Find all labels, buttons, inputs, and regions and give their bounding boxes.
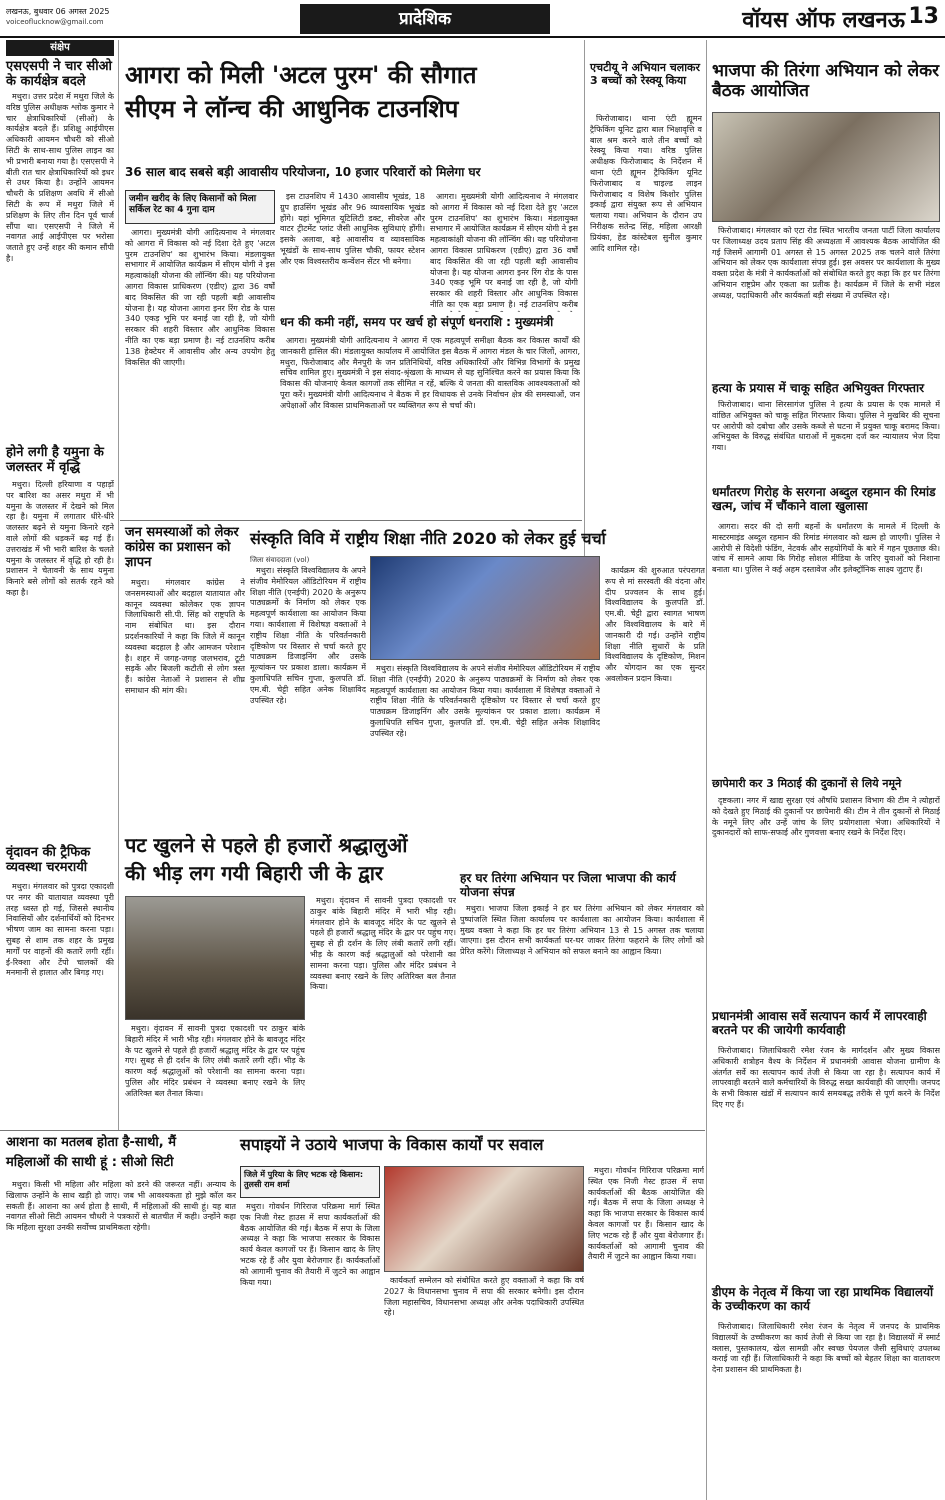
lead-subhead: 36 साल बाद सबसे बड़ी आवासीय परियोजना, 10 हजार परिवारों को मिलेगा घर (125, 165, 481, 179)
tiranga-headline: हर घर तिरंगा अभियान पर जिला भाजपा की कार्य योजना संपन्न (460, 871, 676, 899)
bjp-meeting-photo (712, 112, 940, 222)
sp-body-3: मथुरा। गोवर्धन गिरिराज परिक्रमा मार्ग स्थित एक निजी गेस्ट हाउस में सपा कार्यकर्ताओं की बैठक आयोजित की गई। बैठक में सपा के जिला अध्यक्ष ने कहा कि भाजपा सरकार के विकास कार्य केवल कागजों पर हैं। किसान खाद के लिए भटक रहे हैं और युवा बेरोजगार हैं। कार्यकर्ताओं को आगामी चुनाव की तैयारी में जुटने का आह्वान किया गया। (588, 1166, 704, 1262)
congress-headline: जन समस्याओं को लेकर कांग्रेस का प्रशासन को ज्ञापन (125, 525, 239, 570)
co-city-headline-2: महिलाओं की साथी हूं : सीओ सिटी (6, 1155, 174, 1170)
yamuna-body: मथुरा। दिल्ली हरियाणा व पहाड़ों पर बारिश का असर मथुरा में भी यमुना के जलस्तर में देखने को मिल रहा है। यमुना में लगातार धीरे-धीरे जलस्तर बढ़ने से यमुना किनारे रहने वाले लोगों की धड़कनें बढ़ गई हैं। उत्तराखंड में भी भारी बारिश के चलते यमुना के जलस्तर में वृद्धि हो रही है। प्रशासन ने चेतावनी के साथ यमुना किनारे बसे लोगों को सतर्क रहने को कहा है। (6, 480, 114, 597)
dateline: लखनऊ, बुधवार 06 अगस्त 2025 (6, 7, 110, 16)
conversion-body: आगरा। सदर की दो सगी बहनों के धर्मांतरण के मामले में दिल्ली के मास्टरमाइंड अब्दुल रहमान की रिमांड मंगलवार को खत्म हो जाएगी। पुलिस ने आरोपी से विदेशी फंडिंग, नेटवर्क और सहयोगियों के बारे में गहन पूछताछ की। जांच में सामने आया कि गिरोह सोशल मीडिया के जरिए युवाओं को निशाना बनाता था। पुलिस ने कई अहम दस्तावेज और इलेक्ट्रॉनिक साक्ष्य जुटाए हैं। (712, 522, 940, 575)
banke-photo (125, 896, 305, 1020)
lead-body: आगरा। मुख्यमंत्री योगी आदित्यनाथ ने मंगलवार को आगरा में विकास को नई दिशा देते हुए 'अटल पुरम टाउनशिप' का शुभारंभ किया। मंडलायुक्त सभागार में आयोजित कार्यक्रम में सीएम योगी ने इस महत्वाकांक्षी योजना की लॉन्चिंग की। यह परियोजना आगरा विकास प्राधिकरण (एडीए) द्वारा 36 वर्षों बाद विकसित की जा रही पहली बड़ी आवासीय योजना है। यह योजना आगरा इनर रिंग रोड के पास 340 एकड़ भूमि पर बनाई जा रही है, जो योगी सरकार की शहरी विस्तार और आधुनिक विकास नीति का एक बड़ा प्रमाण है। नई टाउनशिप करीब 138 हेक्टेयर में आवासीय और अन्य उपयोग हेतु विकसित की जाएगी। (125, 228, 275, 367)
sp-bullet: जिले में पुरिया के लिए भटक रहे किसान: तुलसी राम शर्मा (240, 1166, 380, 1198)
section-rule (0, 1130, 705, 1131)
brief-label: संक्षेप (6, 40, 114, 56)
col-divider (118, 40, 119, 1130)
yamuna-headline: होने लगी है यमुना के जलस्तर में वृद्धि (6, 445, 104, 475)
cm-body: आगरा। मुख्यमंत्री योगी आदित्यनाथ ने आगरा में एक महत्वपूर्ण समीक्षा बैठक कर विकास कार्यों की जानकारी हासिल की। मंडलायुक्त कार्यालय में आयोजित इस बैठक में आगरा मंडल के चार जिलों, आगरा, मथुरा, फिरोजाबाद और मैनपुरी के जन प्रतिनिधियों, वरिष्ठ अधिकारियों और विभिन्न विभागों के प्रमुख सचिव शामिल हुए। मुख्यमंत्री ने इस संवाद-श्रृंखला के माध्यम से यह सुनिश्चित करने का प्रयास किया कि विकास की योजनाएं केवल कागजों तक सीमित न रहें, बल्कि ये जनता की वास्तविक आवश्यकताओं को पूरा करें। मुख्यमंत्री योगी आदित्यनाथ ने बैठक में हर विधायक से उनके निर्वाचन क्षेत्र की समस्याओं, जन अपेक्षाओं और विकास प्राथमिकताओं पर व्यक्तिगत रूप से चर्चा की। (280, 336, 580, 410)
tiranga-body: मथुरा। भाजपा जिला इकाई ने हर घर तिरंगा अभियान को लेकर मंगलवार को पुष्पांजलि स्थित जिला कार्यालय पर कार्यशाला का आयोजन किया। कार्यशाला में मुख्य वक्ता ने कहा कि हर घर तिरंगा अभियान 13 से 15 अगस्त तक चलाया जाएगा। इस दौरान सभी कार्यकर्ता घर-घर जाकर तिरंगा फहराने के लिए लोगों को प्रेरित करेंगे। जिलाध्यक्ष ने अभियान को सफल बनाने का आह्वान किया। (460, 904, 704, 957)
banke-headline-2: की भीड़ लग गयी बिहारी जी के द्वार (125, 861, 384, 885)
traffic-headline: वृंदावन की ट्रैफिक व्यवस्था चरमरायी (6, 845, 91, 875)
lead-headline-2: सीएम ने लॉन्च की आधुनिक टाउनशिप (125, 95, 459, 123)
section-rule (120, 520, 582, 521)
nep-body-mid: मथुरा। संस्कृति विश्वविद्यालय के अपने संजीव मेमोरियल ऑडिटोरियम में राष्ट्रीय शिक्षा नीति (एनईपी) 2020 के अनुरूप पाठ्यक्रमों के निर्माण को लेकर एक महत्वपूर्ण कार्यशाला का आयोजन किया गया। कार्यशाला में विशेषज्ञ वक्ताओं ने राष्ट्रीय शिक्षा नीति के परिवर्तनकारी दृष्टिकोण पर विस्तार से चर्चा करते हुए पाठ्यक्रम डिजाइनिंग और उसके मूल्यांकन पर प्रकाश डाला। कार्यक्रम में कुलाधिपति सचिन गुप्ता, कुलपति डॉ. एम.बी. चेट्टी सहित अनेक शिक्षाविद उपस्थित रहे। (370, 664, 600, 738)
bjp-meeting-headline: भाजपा की तिरंगा अभियान को लेकर बैठक आयोजित (712, 61, 940, 101)
sp-body: मथुरा। गोवर्धन गिरिराज परिक्रमा मार्ग स्थित एक निजी गेस्ट हाउस में सपा कार्यकर्ताओं की बैठक आयोजित की गई। बैठक में सपा के जिला अध्यक्ष ने कहा कि भाजपा सरकार के विकास कार्य केवल कागजों पर हैं। किसान खाद के लिए भटक रहे हैं और युवा बेरोजगार हैं। कार्यकर्ताओं को आगामी चुनाव की तैयारी में जुटने का आह्वान किया गया। (240, 1202, 380, 1287)
nep-headline: संस्कृति विवि में राष्ट्रीय शिक्षा नीति 2020 को लेकर हुई चर्चा (250, 529, 606, 548)
col-divider (706, 40, 707, 1500)
conversion-headline: धर्मांतरण गिरोह के सरगना अब्दुल रहमान की रिमांड खत्म, जांच में चौंकाने वाला खुलासा (712, 485, 936, 513)
htu-body: फिरोजाबाद। थाना एंटी ह्यूमन ट्रैफिकिंग यूनिट द्वारा बाल भिक्षावृत्ति व बाल श्रम करने वाले तीन बच्चों को रेस्क्यू किया गया। वरिष्ठ पुलिस अधीक्षक फिरोजाबाद के निर्देशन में थाना एंटी ह्यूमन ट्रैफिकिंग यूनिट फिरोजाबाद व चाइल्ड लाइन फिरोजाबाद व विशेष किशोर पुलिस इकाई द्वारा संयुक्त रूप से अभियान चलाया गया। अभियान के दौरान उप निरीक्षक सतेन्द्र सिंह, महिला आरक्षी प्रियंका, हेड कांस्टेबल सुनील कुमार आदि शामिल रहे। (590, 114, 702, 253)
co-city-headline-1: आशना का मतलब होता है-साथी, मैं (6, 1135, 176, 1150)
sweets-body: दृष्टकला। नगर में खाद्य सुरक्षा एवं औषधि प्रशासन विभाग की टीम ने त्योहारों को देखते हुए मिठाई की दुकानों पर छापेमारी की। टीम ने तीन दुकानों से मिठाई के नमूने लिए और उन्हें जांच के लिए प्रयोगशाला भेजा। अधिकारियों ने दुकानदारों को साफ-सफाई और गुणवत्ता बनाए रखने के निर्देश दिए। (712, 796, 940, 838)
nep-body-2: कार्यक्रम की शुरुआत परंपरागत रूप से मां सरस्वती की वंदना और दीप प्रज्वलन के साथ हुई। विश्वविद्यालय के कुलपति डॉ. एम.बी. चेट्टी द्वारा स्वागत भाषण और विश्वविद्यालय के बारे में जानकारी दी गई। उन्होंने राष्ट्रीय शिक्षा नीति सुधारों के प्रति विश्वविद्यालय के दृष्टिकोण, मिशन और योगदान का एक सुन्दर अवलोकन प्रदान किया। (605, 566, 705, 683)
co-city-body: मथुरा। किसी भी महिला और महिला को डरने की जरूरत नहीं। अन्याय के खिलाफ उन्होंने के साथ खड़ी हो जाए। जब भी आवश्यकता हो मुझे कॉल कर सकती हैं। आशना का अर्थ होता है साथी, मैं महिलाओं की साथी हूं। यह बात नवागत सीओ सिटी आयमन चौधरी ने पत्रकारों से बातचीत में कही। उन्होंने कहा कि महिला सुरक्षा उनकी सर्वोच्च प्राथमिकता रहेगी। (6, 1180, 236, 1233)
sso-body: मथुरा। उत्तर प्रदेश में मथुरा जिले के वरिष्ठ पुलिस अधीक्षक श्लोक कुमार ने चार क्षेत्राधिकारियों (सीओ) के कार्यक्षेत्र बदले हैं। प्रशिक्षु आईपीएस अधिकारी आयमन चौधरी को सीओ सिटी के साथ-साथ पुलिस लाइन का भी प्रभारी बनाया गया है। एसएसपी ने बीती रात चार क्षेत्राधिकारियों को इधर से उधर किया है। उन्होंने आयमन चौधरी के प्रशिक्षण अवधि में सीओ सिटी के रूप में मथुरा जिले में प्रशिक्षण के लिए तीन दिन पूर्व चार्ज सौंपा था। एसएसपी ने जिले में नवागत आई आईपीएस पर भरोसा जताते हुए उन्हें शहर की कमान सौंपी है। (6, 92, 114, 263)
banke-body: मथुरा। वृंदावन में सावनी पुत्रदा एकादशी पर ठाकुर बांके बिहारी मंदिर में भारी भीड़ रही। मंगलवार होने के बावजूद मंदिर के पट खुलने से पहले ही हजारों श्रद्धालु मंदिर के द्वार पर पहुंच गए। सुबह से ही दर्शन के लिए लंबी कतारें लगी रहीं। भीड़ के कारण कई श्रद्धालुओं को परेशानी का सामना करना पड़ा। पुलिस और मंदिर प्रबंधन ने व्यवस्था बनाए रखने के लिए अतिरिक्त बल तैनात किया। (125, 1024, 305, 1098)
sso-headline: एसएसपी ने चार सीओ के कार्यक्षेत्र बदले (6, 59, 112, 89)
bjp-meeting-body: फिरोजाबाद। मंगलवार को एटा रोड स्थित भारतीय जनता पार्टी जिला कार्यालय पर जिलाध्यक्ष उदय प्रताप सिंह की अध्यक्षता में आवश्यक बैठक आयोजित की गई जिसमें आगामी 01 अगस्त से 15 अगस्त 2025 तक चलने वाले तिरंगा अभियान को लेकर एक कार्यशाला संपन्न हुई। इस अवसर पर कार्यशाला के मुख्य वक्ता प्रदेश के मंत्री ने कार्यकर्ताओं को संबोधित करते हुए कहा कि हर घर तिरंगा अभियान राष्ट्रप्रेम और एकता का प्रतीक है। कार्यक्रम में जिले के सभी मंडल अध्यक्ष, पदाधिकारी और कार्यकर्ता बड़ी संख्या में उपस्थित रहे। (712, 226, 940, 300)
sp-body-2: कार्यकर्ता सम्मेलन को संबोधित करते हुए वक्ताओं ने कहा कि वर्ष 2027 के विधानसभा चुनाव में सपा की सरकार बनेगी। इस दौरान जिला महासचिव, विधानसभा अध्यक्ष और अनेक पदाधिकारी उपस्थित रहे। (384, 1276, 584, 1318)
schools-body: फिरोजाबाद। जिलाधिकारी रमेश रंजन के नेतृत्व में जनपद के प्राथमिक विद्यालयों के उच्चीकरण का कार्य तेजी से किया जा रहा है। विद्यालयों में स्मार्ट क्लास, पुस्तकालय, खेल सामग्री और स्वच्छ पेयजल जैसी सुविधाएं उपलब्ध कराई जा रही हैं। जिलाधिकारी ने कहा कि बच्चों को बेहतर शिक्षा का वातावरण देना प्रशासन की प्राथमिकता है। (712, 1322, 940, 1375)
attempt-murder-body: फिरोजाबाद। थाना सिरसागंज पुलिस ने हत्या के प्रयास के एक मामले में वांछित अभियुक्त को चाकू सहित गिरफ्तार किया। पुलिस ने मुखबिर की सूचना पर आरोपी को दबोचा और उसके कब्जे से घटना में प्रयुक्त चाकू बरामद किया। अभियुक्त के विरुद्ध संबंधित धाराओं में मुकदमा दर्ज कर न्यायालय भेज दिया गया। (712, 400, 940, 453)
sp-headline: सपाइयों ने उठाये भाजपा के विकास कार्यों पर सवाल (240, 1135, 544, 1154)
congress-body: मथुरा। मंगलवार कांग्रेस ने जनसमस्याओं और बदहाल यातायात और कानून व्यवस्था कोलेकर एक ज्ञापन जिलाधिकारी सी.पी. सिंह को राष्ट्रपति के नाम संबोधित था। इस दौरान प्रदर्शनकारियों ने कहा कि जिले में कानून व्यवस्था बदहाल है और आमजन परेशान है। शहर में जगह-जगह जलभराव, टूटी सड़कें और बिजली कटौती से लोग त्रस्त हैं। कांग्रेस नेताओं ने प्रशासन से शीघ्र समाधान की मांग की। (125, 578, 245, 695)
banke-body-2: मथुरा। वृंदावन में सावनी पुत्रदा एकादशी पर ठाकुर बांके बिहारी मंदिर में भारी भीड़ रही। मंगलवार होने के बावजूद मंदिर के पट खुलने से पहले ही हजारों श्रद्धालु मंदिर के द्वार पर पहुंच गए। सुबह से ही दर्शन के लिए लंबी कतारें लगी रहीं। भीड़ के कारण कई श्रद्धालुओं को परेशानी का सामना करना पड़ा। पुलिस और मंदिर प्रबंधन ने व्यवस्था बनाए रखने के लिए अतिरिक्त बल तैनात किया। (310, 896, 456, 992)
sp-photo (384, 1166, 584, 1272)
pm-awas-headline: प्रधानमंत्री आवास सर्वे सत्यापन कार्य में लापरवाही बरतने पर की जायेगी कार्यवाही (712, 1009, 927, 1037)
cm-headline: धन की कमी नहीं, समय पर खर्च हो संपूर्ण धनराशि : मुख्यमंत्री (280, 315, 554, 329)
schools-headline: डीएम के नेतृत्व में किया जा रहा प्राथमिक विद्यालयों के उच्चीकरण का कार्य (712, 1285, 934, 1313)
page-number: 13 (908, 4, 939, 29)
lead-bullet: जमीन खरीद के लिए किसानों को मिला सर्किल रेट का 4 गुना दाम (125, 190, 275, 224)
brand-logo: वॉयस ऑफ लखनऊ (742, 8, 905, 33)
nep-photo (370, 556, 600, 660)
email: voiceoflucknow@gmail.com (6, 18, 104, 26)
nep-body: मथुरा। संस्कृति विश्वविद्यालय के अपने संजीव मेमोरियल ऑडिटोरियम में राष्ट्रीय शिक्षा नीति (एनईपी) 2020 के अनुरूप पाठ्यक्रमों के निर्माण को लेकर एक महत्वपूर्ण कार्यशाला का आयोजन किया गया। कार्यशाला में विशेषज्ञ वक्ताओं ने राष्ट्रीय शिक्षा नीति के परिवर्तनकारी दृष्टिकोण पर विस्तार से चर्चा करते हुए पाठ्यक्रम डिजाइनिंग और उसके मूल्यांकन पर प्रकाश डाला। कार्यक्रम में कुलाधिपति सचिन गुप्ता, कुलपति डॉ. एम.बी. चेट्टी सहित अनेक शिक्षाविद उपस्थित रहे। (250, 566, 366, 705)
pm-awas-body: फिरोजाबाद। जिलाधिकारी रमेश रंजन के मार्गदर्शन और मुख्य विकास अधिकारी शत्रोहन वैश्य के निर्देशन में प्रधानमंत्री आवास योजना ग्रामीण के अंतर्गत सर्वे का सत्यापन कार्य तेजी से किया जा रहा है। सत्यापन कार्य में लापरवाही बरतने वाले कर्मचारियों के विरुद्ध सख्त कार्यवाही की जाएगी। जनपद के सभी विकास खंडों में सत्यापन कार्य समयबद्ध तरीके से पूर्ण करने के निर्देश दिए गए हैं। (712, 1046, 940, 1109)
htu-headline: एचटीयू ने अभियान चलाकर 3 बच्चों को रेस्क्यू किया (590, 61, 700, 87)
lead-headline-1: आगरा को मिली 'अटल पुरम' की सौगात (125, 61, 477, 89)
col-divider (584, 40, 585, 560)
section-label: प्रादेशिक (398, 9, 452, 29)
banke-headline-1: पट खुलने से पहले ही हजारों श्रद्धालुओं (125, 833, 408, 857)
attempt-murder-headline: हत्या के प्रयास में चाकू सहित अभियुक्त गिरफ्तार (712, 381, 924, 395)
lead-body-2: इस टाउनशिप में 1430 आवासीय भूखंड, 18 ग्रुप हाउसिंग भूखंड और 96 व्यावसायिक भूखंड होंगे। यहां भूमिगत यूटिलिटी डक्ट, सीवरेज और वाटर ट्रीटमेंट प्लांट जैसी आधुनिक सुविधाएं होंगी। इसके अलावा, बड़े आवासीय व व्यावसायिक भूखंडों के साथ-साथ पुलिस चौकी, फायर स्टेशन और एक विश्वस्तरीय कन्वेंशन सेंटर भी बनेगा। (280, 192, 425, 266)
header-rule (0, 36, 945, 38)
sweets-headline: छापेमारी कर 3 मिठाई की दुकानों से लिये नमूने (712, 777, 902, 790)
traffic-body: मथुरा। मंगलवार को पुत्रदा एकादशी पर नगर की यातायात व्यवस्था पूरी तरह ध्वस्त हो गई, जिससे स्थानीय निवासियों और दर्शनार्थियों को दिनभर भीषण जाम का सामना करना पड़ा। सुबह से शाम तक शहर के प्रमुख मार्गों पर वाहनों की कतारें लगी रहीं। ई-रिक्शा और टेंपो चालकों की मनमानी से हालात और बिगड़ गए। (6, 882, 114, 978)
nep-byline: जिला संवाददाता (vol) (250, 556, 310, 564)
lead-body-3: आगरा। मुख्यमंत्री योगी आदित्यनाथ ने मंगलवार को आगरा में विकास को नई दिशा देते हुए 'अटल पुरम टाउनशिप' का शुभारंभ किया। मंडलायुक्त सभागार में आयोजित कार्यक्रम में सीएम योगी ने इस महत्वाकांक्षी योजना की लॉन्चिंग की। यह परियोजना आगरा विकास प्राधिकरण (एडीए) द्वारा 36 वर्षों बाद विकसित की जा रही पहली बड़ी आवासीय योजना है। यह योजना आगरा इनर रिंग रोड के पास 340 एकड़ भूमि पर बनाई जा रही है, जो योगी सरकार की शहरी विस्तार और आधुनिक विकास नीति का एक बड़ा प्रमाण है। नई टाउनशिप करीब (430, 192, 578, 309)
